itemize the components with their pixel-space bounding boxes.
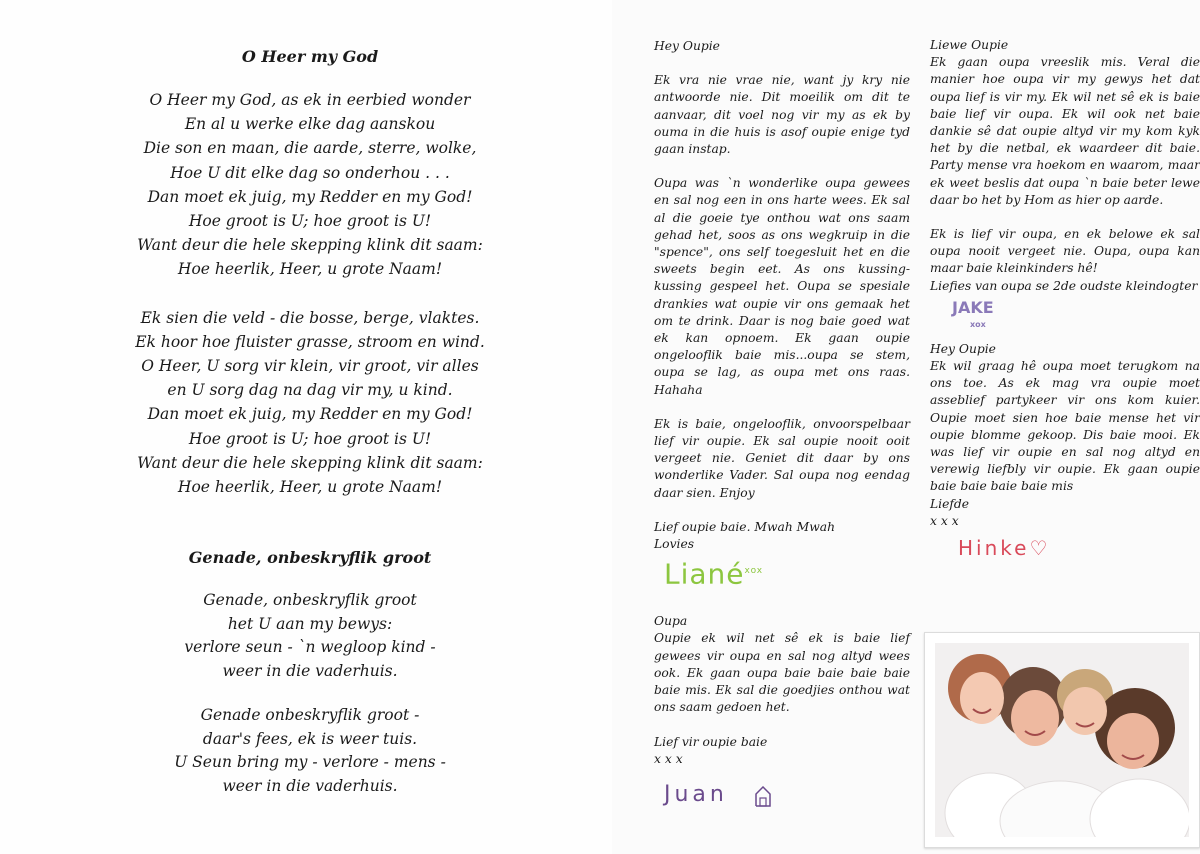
letter-paragraph: Ek is baie, ongelooflik, onvoorspelbaar lief vir oupie. Ek sal oupie nooit ooit vergeet nie. Geniet dit daar by ons wonderlike Vader. Sal oupa nog eendag daar sien. Enjoy bbox=[654, 416, 910, 500]
house-icon bbox=[754, 786, 772, 808]
signature-jake bbox=[930, 295, 1200, 341]
handwritten-signature: Juan bbox=[664, 781, 728, 807]
family-photo bbox=[924, 632, 1200, 848]
letter-paragraph: Ek gaan oupa vreeslik mis. Veral die manier hoe oupa vir my gewys het dat oupa lief is vir my. Ek wil net sê ek is baie baie lief vir oupa. Ek wil ook net baie dankie sê dat oupie altyd vir my kom kyk het by die netbal, ek waardeer dit baie. Party mense vra hoekom en waarom, maar ek weet beslis dat oupa `n baie beter lewe daar bo het by Hom as hier op aarde. bbox=[930, 55, 1200, 207]
letter-greeting: Oupa bbox=[654, 614, 688, 629]
verse-line: Genade, onbeskryflik groot bbox=[203, 591, 417, 609]
letter-paragraph: Oupa was `n wonderlike oupa gewees en sal nog een in ons harte wees. Ek sal al die goeie tye onthou wat ons saam gehad het, soos as ons wegkruip in die "spence", ons self toegesluit het en die sweets begin eet. As ons kussing-kussing gespeel het. Oupa se spesiale drankies wat oupie vir ons gemaak het om te drink. Daar is nog baie goed wat ek kan opnoem. Ek gaan oupie ongelooflik baie mis...oupa se stem, oupa se lag, as oupa met ons raas. Hahaha bbox=[654, 176, 910, 397]
letter-paragraph: Ek wil graag hê oupa moet terugkom na ons toe. As ek mag vra oupie moet asseblief partykeer vir ons kom kuier. Oupie moet sien hoe baie mense het vir oupie blomme gekoop. Dis baie mooi. Ek was lief vir oupie en sal nog altyd en verewig liefbly vir oupie. Ek gaan oupie baie baie baie baie mis bbox=[930, 359, 1200, 494]
hymn-verse bbox=[110, 704, 510, 798]
verse-line: Hoe U dit elke dag so onderhou . . . bbox=[170, 163, 450, 182]
letter-closing: Liefies van oupa se 2de oudste kleindogter bbox=[930, 278, 1198, 293]
signature-hinke bbox=[930, 530, 1200, 590]
verse-line: Want deur die hele skepping klink dit saam: bbox=[137, 453, 483, 472]
verse-line: Ek hoor hoe fluister grasse, stroom en wind. bbox=[135, 332, 485, 351]
verse-line: O Heer my God, as ek in eerbied wonder bbox=[149, 91, 471, 109]
verse-line: En al u werke elke dag aanskou bbox=[184, 115, 436, 134]
verse-line: daar's fees, ek is weer tuis. bbox=[202, 729, 418, 748]
letters-page bbox=[612, 0, 1200, 854]
handwritten-signature: Liané$^{xox}$ bbox=[664, 557, 764, 591]
handwritten-signature: JAKE xox bbox=[952, 297, 994, 330]
letter-closing: Lief oupie baie. Mwah Mwah bbox=[654, 519, 836, 534]
letter-hinke bbox=[930, 341, 1200, 590]
letter-liane bbox=[654, 38, 910, 613]
children-portrait bbox=[935, 643, 1189, 837]
verse-line: verlore seun - `n wegloop kind - bbox=[184, 638, 436, 656]
letter-closing: Liefde bbox=[930, 496, 970, 511]
letters-column-right bbox=[930, 37, 1200, 590]
letter-paragraph: Ek vra nie vrae nie, want jy kry nie antwoorde nie. Dit moeilik om dit te aanvaar, dit voel nog vir my as ek by ouma in die huis is asof oupie enige tyd gaan instap. bbox=[654, 73, 910, 157]
verse-line: Want deur die hele skepping klink dit saam: bbox=[137, 236, 483, 255]
hymn-title: O Heer my God bbox=[241, 47, 379, 66]
verse-line: Dan moet ek juig, my Redder en my God! bbox=[147, 405, 473, 424]
verse-line: Hoe heerlik, Heer, u grote Naam! bbox=[177, 260, 443, 279]
verse-line: Die son en maan, die aarde, sterre, wolke, bbox=[143, 139, 477, 158]
letter-closing: x x x bbox=[930, 513, 959, 528]
hymn-verse bbox=[110, 589, 510, 683]
verse-line: O Heer, U sorg vir klein, vir groot, vir alles bbox=[141, 357, 479, 376]
signature-liane bbox=[654, 553, 910, 613]
verse-line: Genade onbeskryflik groot - bbox=[200, 706, 420, 724]
verse-line: het U aan my bewys: bbox=[227, 614, 393, 633]
letter-greeting: Liewe Oupie bbox=[930, 38, 1009, 52]
letter-greeting: Hey Oupie bbox=[654, 39, 720, 53]
letter-greeting: Hey Oupie bbox=[930, 341, 996, 356]
letter-closing: x x x bbox=[654, 751, 683, 766]
hymn-verse bbox=[110, 306, 510, 500]
hymn-title: Genade, onbeskryflik groot bbox=[188, 548, 432, 567]
letter-closing: Lief vir oupie baie bbox=[654, 734, 768, 749]
verse-line: Hoe groot is U; hoe groot is U! bbox=[188, 212, 432, 231]
handwritten-signature: Hinke♡ bbox=[958, 536, 1051, 561]
verse-line: Dan moet ek juig, my Redder en my God! bbox=[147, 187, 473, 206]
verse-line: weer in die vaderhuis. bbox=[222, 661, 398, 680]
letter-paragraph: Ek is lief vir oupa, en ek belowe ek sal oupa nooit vergeet nie. Oupa, oupa kan maar baie kleinkinders hê! bbox=[930, 227, 1200, 276]
letter-closing: Lovies bbox=[654, 537, 695, 552]
verse-line: U Seun bring my - verlore - mens - bbox=[174, 753, 446, 771]
letter-paragraph: Oupie ek wil net sê ek is baie lief gewees vir oupa en sal nog altyd wees ook. Ek gaan oupa baie baie baie baie baie mis. Ek sal die goedjies onthou wat ons saam gedoen het. bbox=[654, 631, 910, 715]
letter-juan bbox=[654, 613, 910, 828]
verse-line: weer in die vaderhuis. bbox=[222, 776, 398, 795]
letters-column-left bbox=[654, 38, 910, 828]
children-photo bbox=[935, 643, 1189, 837]
verse-line: Ek sien die veld - die bosse, berge, vlaktes. bbox=[140, 308, 480, 327]
hymn-o-heer-my-god bbox=[110, 47, 510, 499]
letter-jake bbox=[930, 37, 1200, 341]
signature-juan bbox=[654, 768, 910, 828]
hymn-genade bbox=[110, 548, 510, 798]
hymn-verse bbox=[110, 88, 510, 282]
verse-line: en U sorg dag na dag vir my, u kind. bbox=[167, 381, 453, 400]
verse-line: Hoe heerlik, Heer, u grote Naam! bbox=[177, 478, 443, 497]
verse-line: Hoe groot is U; hoe groot is U! bbox=[188, 429, 432, 448]
